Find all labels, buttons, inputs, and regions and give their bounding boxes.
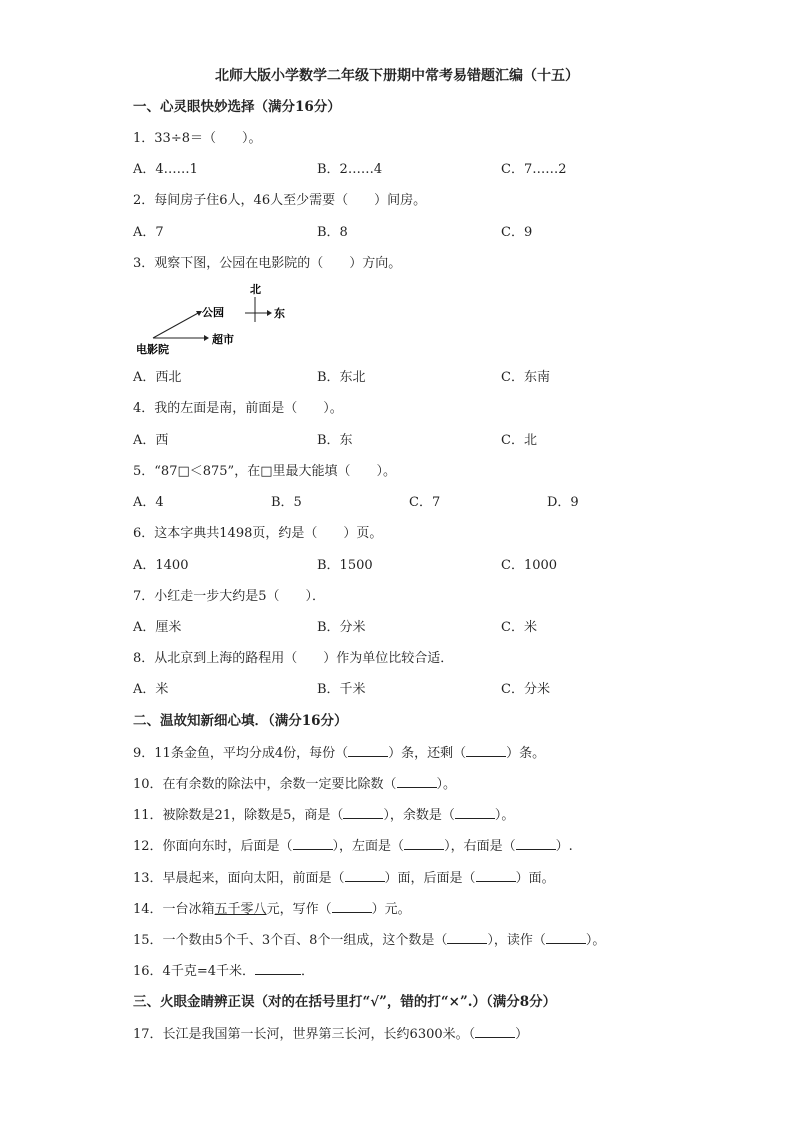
q14-text-3: ）元。 [371, 902, 411, 917]
line-cinema-to-park [153, 312, 200, 338]
q9-text-2: ）条，还剩（ [388, 746, 467, 761]
question-9 [133, 744, 545, 763]
question-5: 5．“87□＜875”，在□里最大能填（ ）。 [133, 464, 396, 479]
q17-text-2: ） [515, 1027, 529, 1042]
q12-text-3: ），右面是（ [444, 839, 516, 854]
q8-option-c[interactable]: C．分米 [501, 682, 550, 697]
q10-text-2: ）。 [436, 777, 457, 792]
q2-option-b[interactable]: B．8 [317, 225, 348, 240]
q15-text-3: ）。 [585, 933, 606, 948]
q5-option-a[interactable]: A．4 [133, 495, 164, 510]
q9-text-3: ）条。 [506, 746, 546, 761]
q7-option-c[interactable]: C．米 [501, 620, 537, 635]
q9-blank-1[interactable] [348, 744, 388, 757]
q7-option-b[interactable]: B．分米 [317, 620, 366, 635]
q1-option-a[interactable]: A．4……1 [133, 162, 198, 177]
section-1-heading: 一、心灵眼快妙选择（满分16分） [133, 99, 341, 115]
q11-text-2: ），余数是（ [383, 808, 455, 823]
q12-text-2: ），左面是（ [332, 839, 405, 854]
q11-blank-2[interactable] [455, 806, 495, 819]
question-15 [133, 931, 605, 950]
compass-east-label: 东 [274, 307, 285, 320]
q17-text-1: 17．长江是我国第一长河，世界第三长河，长约6300米。（ [133, 1027, 476, 1042]
q3-option-a[interactable]: A．西北 [133, 370, 182, 385]
q2-option-a[interactable]: A．7 [133, 225, 164, 240]
q12-blank-2[interactable] [404, 837, 444, 850]
question-13 [133, 869, 555, 888]
q1-option-c[interactable]: C．7……2 [501, 162, 567, 177]
page-title: 北师大版小学数学二年级下册期中常考易错题汇编（十五） [215, 68, 579, 84]
question-12 [133, 837, 573, 856]
q6-option-c[interactable]: C．1000 [501, 558, 558, 573]
q2-option-c[interactable]: C．9 [501, 225, 533, 240]
q6-option-a[interactable]: A．1400 [133, 558, 189, 573]
q14-blank-1[interactable] [332, 900, 372, 913]
cinema-label: 电影院 [136, 343, 169, 356]
q16-text-1: 16．4千克=4千米． [133, 964, 255, 979]
q9-blank-2[interactable] [466, 744, 506, 757]
q3-option-c[interactable]: C．东南 [501, 370, 550, 385]
question-10 [133, 775, 456, 794]
q11-text-3: ）。 [494, 808, 515, 823]
question-7: 7．小红走一步大约是5（ ）． [133, 589, 326, 604]
q13-blank-1[interactable] [345, 869, 385, 882]
q9-text-1: 9．11条金鱼，平均分成4份，每份（ [133, 746, 349, 761]
q14-text-2: 元，写作（ [266, 902, 332, 917]
q5-option-b[interactable]: B．5 [271, 495, 302, 510]
q7-option-a[interactable]: A．厘米 [133, 620, 182, 635]
question-8: 8．从北京到上海的路程用（ ）作为单位比较合适． [133, 651, 454, 666]
q10-blank-1[interactable] [397, 775, 437, 788]
q4-option-c[interactable]: C．北 [501, 433, 537, 448]
market-point-icon [204, 335, 209, 341]
q12-blank-3[interactable] [516, 837, 556, 850]
compass-north-label: 北 [250, 283, 261, 296]
q5-option-c[interactable]: C．7 [409, 495, 441, 510]
question-3: 3．观察下图，公园在电影院的（ ）方向。 [133, 256, 402, 271]
q12-text-1: 12．你面向东时，后面是（ [133, 839, 293, 854]
q13-text-1: 13．早晨起来，面向太阳，前面是（ [133, 871, 345, 886]
question-17 [133, 1025, 528, 1044]
q15-text-1: 15．一个数由5个千、3个百、8个一组成，这个数是（ [133, 933, 448, 948]
q13-text-3: ）面。 [515, 871, 555, 886]
q11-text-1: 11．被除数是21，除数是5，商是（ [133, 808, 344, 823]
question-1: 1．33÷8＝（ ）。 [133, 131, 262, 146]
q15-blank-2[interactable] [546, 931, 586, 944]
market-label: 超市 [212, 333, 234, 346]
q4-option-b[interactable]: B．东 [317, 433, 353, 448]
q14-underlined-amount: 五千零八 [214, 902, 267, 917]
q10-text-1: 10．在有余数的除法中，余数一定要比除数（ [133, 777, 397, 792]
q8-option-a[interactable]: A．米 [133, 682, 169, 697]
q1-option-b[interactable]: B．2……4 [317, 162, 383, 177]
q14-text-1: 14．一台冰箱 [133, 902, 215, 917]
q12-blank-1[interactable] [293, 837, 333, 850]
question-4: 4．我的左面是南，前面是（ ）。 [133, 401, 343, 416]
section-2-heading: 二、温故知新细心填．（满分16分） [133, 713, 348, 729]
q3-option-b[interactable]: B．东北 [317, 370, 366, 385]
q12-text-4: ）. [555, 839, 573, 854]
q11-blank-1[interactable] [343, 806, 383, 819]
question-6: 6．这本字典共1498页，约是（ ）页。 [133, 526, 383, 541]
q13-text-2: ）面，后面是（ [384, 871, 476, 886]
question-16 [133, 962, 314, 981]
q5-option-d[interactable]: D．9 [547, 495, 579, 510]
q17-blank-1[interactable] [475, 1025, 515, 1038]
direction-diagram [130, 280, 300, 360]
question-11 [133, 806, 514, 825]
section-3-heading: 三、火眼金睛辨正误（对的在括号里打“√”，错的打“×”.）（满分8分） [133, 994, 557, 1010]
q6-option-b[interactable]: B．1500 [317, 558, 373, 573]
q4-option-a[interactable]: A．西 [133, 433, 169, 448]
park-label: 公园 [202, 306, 224, 319]
q8-option-b[interactable]: B．千米 [317, 682, 366, 697]
question-2: 2．每间房子住6人，46人至少需要（ ）间房。 [133, 193, 427, 208]
q16-text-2: ． [300, 964, 314, 979]
q15-text-2: ），读作（ [487, 933, 546, 948]
q13-blank-2[interactable] [476, 869, 516, 882]
q16-blank-1[interactable] [255, 962, 301, 975]
question-14 [133, 900, 411, 919]
compass-arrow-icon [267, 310, 272, 316]
q15-blank-1[interactable] [447, 931, 487, 944]
